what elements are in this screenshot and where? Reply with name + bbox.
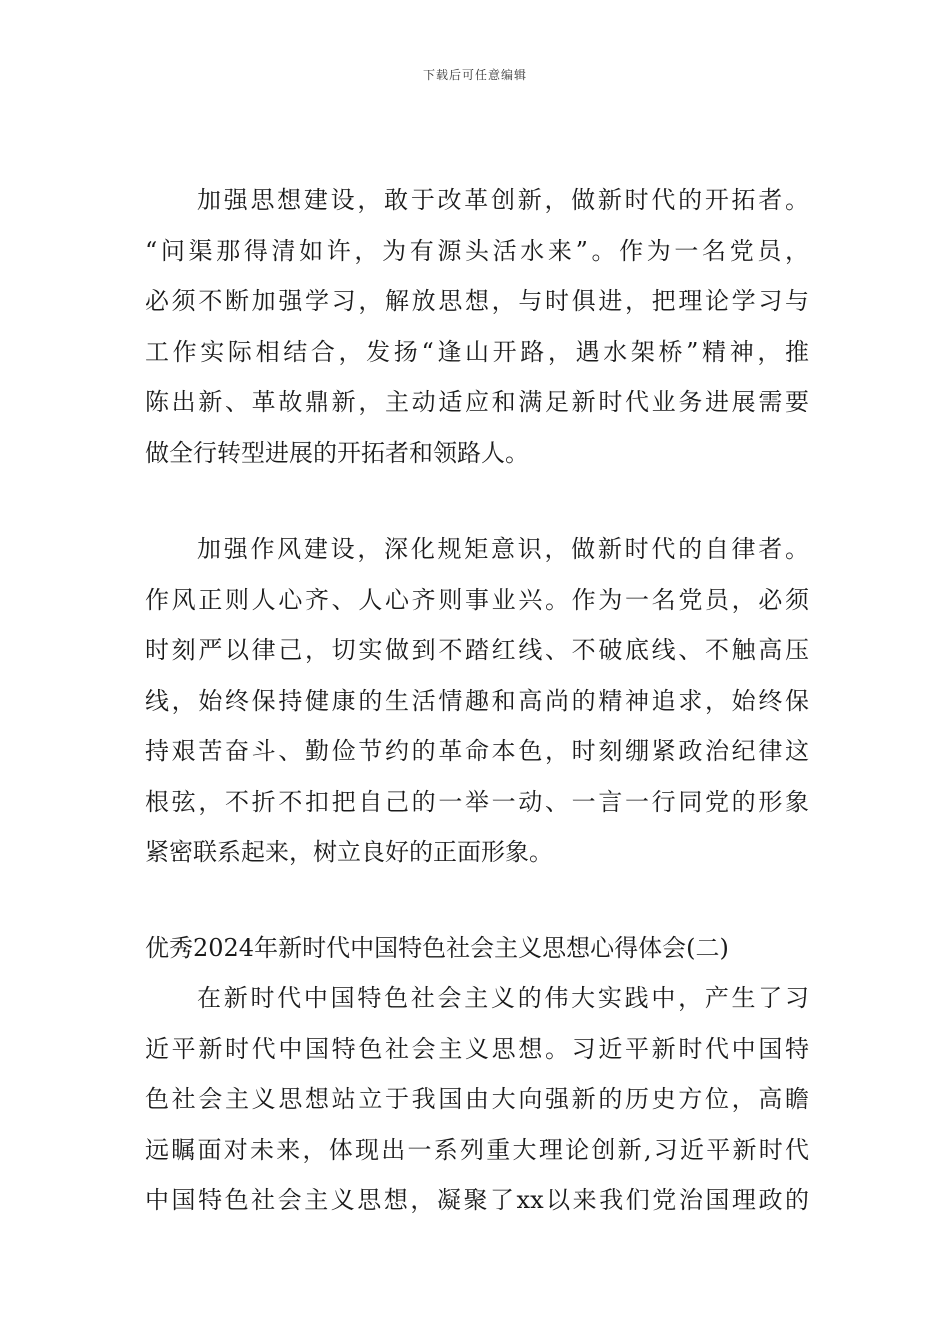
- section-heading-text: 优秀2024年新时代中国特色社会主义思想心得体会(二): [145, 934, 729, 962]
- paragraph-new-era-thought: [145, 973, 809, 1226]
- paragraph-line: “问渠那得清如许，为有源头活水来”。作为一名党员，: [145, 236, 809, 265]
- paragraph-line: 作风正则人心齐、人心齐则事业兴。作为一名党员，必须: [145, 585, 809, 614]
- paragraph-line: 加强作风建设，深化规矩意识，做新时代的自律者。: [197, 535, 809, 563]
- paragraph-line: 加强思想建设，敢于改革创新，做新时代的开拓者。: [197, 186, 809, 214]
- paragraph-line: 持艰苦奋斗、勤俭节约的革命本色，时刻绷紧政治纪律这: [145, 737, 809, 765]
- page-header: 下载后可任意编辑: [422, 68, 527, 82]
- paragraph-line: 线，始终保持健康的生活情趣和高尚的精神追求，始终保: [145, 686, 809, 715]
- paragraph-style-building: [145, 524, 809, 878]
- paragraph-line: 工作实际相结合，发扬“逢山开路，遇水架桥”精神，推: [145, 337, 809, 366]
- paragraph-line: 必须不断加强学习，解放思想，与时俱进，把理论学习与: [145, 287, 809, 315]
- paragraph-line: 近平新时代中国特色社会主义思想。习近平新时代中国特: [145, 1034, 809, 1063]
- paragraph-line: 时刻严以律己，切实做到不踏红线、不破底线、不触高压: [145, 636, 809, 664]
- section-heading: [145, 923, 809, 974]
- paragraph-line: 色社会主义思想站立于我国由大向强新的历史方位，高瞻: [145, 1085, 809, 1113]
- paragraph-line: 根弦，不折不扣把自己的一举一动、一言一行同党的形象: [145, 787, 809, 816]
- paragraph-line: 远瞩面对未来，体现出一系列重大理论创新,习近平新时代: [145, 1135, 809, 1164]
- paragraph-line: 中国特色社会主义思想，凝聚了xx以来我们党治国理政的: [145, 1186, 809, 1214]
- paragraph-line: 做全行转型进展的开拓者和领路人。: [145, 438, 529, 467]
- paragraph-thought-building: [145, 175, 809, 478]
- paragraph-line: 紧密联系起来，树立良好的正面形象。: [145, 838, 553, 866]
- paragraph-line: 在新时代中国特色社会主义的伟大实践中，产生了习: [197, 984, 809, 1012]
- paragraph-line: 陈出新、革故鼎新，主动适应和满足新时代业务进展需要: [145, 388, 809, 416]
